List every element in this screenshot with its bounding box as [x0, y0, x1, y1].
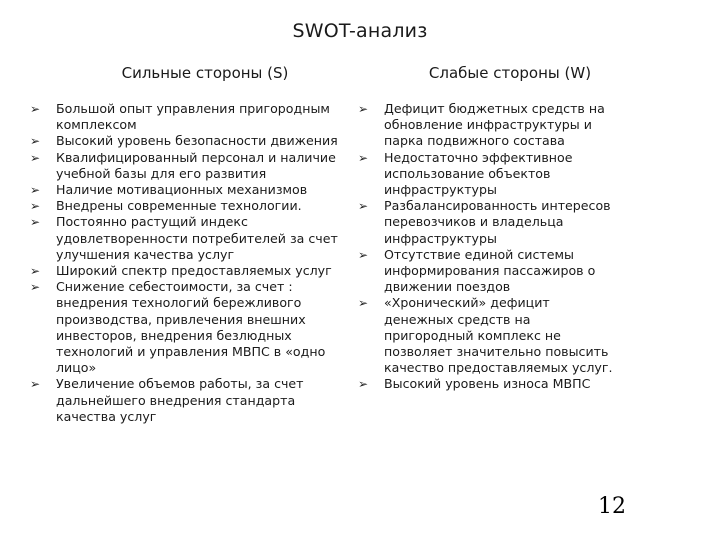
list-item: ➢ Широкий спектр предоставляемых услуг — [30, 263, 332, 279]
arrow-bullet-icon: ➢ — [358, 296, 369, 311]
list-item: ➢ Отсутствие единой системы информирования пассажиров о движении поездов — [358, 246, 596, 295]
list-item: ➢ Высокий уровень износа МВПС — [358, 376, 591, 392]
arrow-bullet-icon: ➢ — [30, 199, 41, 214]
list-item: ➢ Увеличение объемов работы, за счет дальнейшего внедрения стандарта качества услуг — [30, 376, 304, 424]
arrow-bullet-icon: ➢ — [358, 199, 369, 214]
arrow-bullet-icon: ➢ — [358, 377, 369, 392]
strengths-list — [30, 101, 342, 425]
arrow-bullet-icon: ➢ — [30, 215, 41, 230]
list-item: ➢ Квалифицированный персонал и наличие учебной базы для его развития — [30, 149, 336, 181]
arrow-bullet-icon: ➢ — [30, 134, 41, 149]
list-item: ➢ «Хронический» дефицит денежных средств на пригородный комплекс не позволяет значительно повысить качество предоставляемых услуг. — [358, 295, 613, 376]
list-item: ➢ Наличие мотивационных механизмов — [30, 182, 308, 198]
list-item: ➢ Разбалансированность интересов перевозчиков и владельца инфраструктуры — [358, 198, 611, 246]
list-item: ➢ Постоянно растущий индекс удовлетворенности потребителей за счет улучшения качества услуг — [30, 214, 338, 262]
arrow-bullet-icon: ➢ — [30, 280, 41, 295]
arrow-bullet-icon: ➢ — [358, 102, 369, 116]
list-item: ➢ Снижение себестоимости, за счет : внедрения технологий бережливого производства, привлечения внешних инвесторов, внедрения безлюдных технологий и управления МВПС в «одно лицо» — [30, 279, 326, 376]
strengths-heading: Сильные стороны (S) — [121, 64, 289, 82]
weaknesses-list — [358, 101, 620, 393]
slide-title: SWOT-анализ — [292, 20, 428, 42]
list-item: ➢ Дефицит бюджетных средств на обновление инфраструктуры и парка подвижного состава — [358, 101, 605, 149]
arrow-bullet-icon: ➢ — [358, 247, 369, 262]
list-item: ➢ Внедрены современные технологии. — [30, 198, 302, 214]
weaknesses-heading: Слабые стороны (W) — [428, 64, 592, 82]
arrow-bullet-icon: ➢ — [30, 264, 41, 279]
arrow-bullet-icon: ➢ — [358, 150, 369, 165]
list-item: ➢ Недостаточно эффективное использование объектов инфраструктуры — [358, 149, 573, 198]
arrow-bullet-icon: ➢ — [30, 150, 41, 165]
arrow-bullet-icon: ➢ — [30, 102, 41, 116]
list-item: ➢ Высокий уровень безопасности движения — [30, 133, 338, 149]
arrow-bullet-icon: ➢ — [30, 183, 41, 198]
list-item: ➢ Большой опыт управления пригородным комплексом — [30, 101, 330, 133]
page-number: 12 — [598, 494, 626, 519]
arrow-bullet-icon: ➢ — [30, 377, 41, 392]
